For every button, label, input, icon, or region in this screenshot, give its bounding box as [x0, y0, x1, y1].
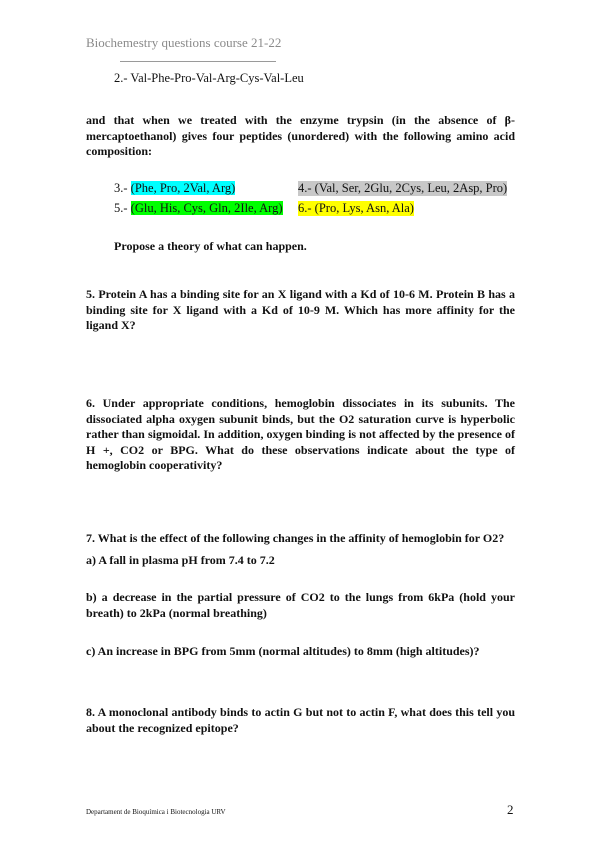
peptide-5-number: 5.-	[114, 201, 131, 215]
footer-department: Departament de Bioquímica i Biotecnologia URV	[86, 808, 226, 816]
question-7b: b) a decrease in the partial pressure of CO2 to the lungs from 6kPa (hold your breath) to 2kPa (normal breathing)	[86, 590, 515, 620]
question-7a: a) A fall in plasma pH from 7.4 to 7.2	[86, 553, 275, 567]
peptide-5	[114, 201, 283, 216]
question-7c: c) An increase in BPG from 5mm (normal altitudes) to 8mm (high altitudes)?	[86, 644, 480, 658]
page-number: 2	[507, 802, 514, 817]
header-divider	[120, 61, 276, 62]
question-7: 7. What is the effect of the following changes in the affinity of hemoglobin for O2?	[86, 531, 505, 545]
peptide-3	[114, 181, 235, 196]
peptide-3-number: 3.-	[114, 181, 131, 195]
propose-instruction: Propose a theory of what can happen.	[114, 239, 307, 253]
question-5: 5. Protein A has a binding site for an X ligand with a Kd of 10-6 M. Protein B has a binding site for X ligand with a Kd of 10-9 M. Which has more affinity for the ligand X?	[86, 287, 515, 333]
trypsin-paragraph: and that when we treated with the enzyme trypsin (in the absence of β-mercaptoethanol) gives four peptides (unordered) with the following amino acid composition:	[86, 113, 515, 159]
peptide-3-composition: (Phe, Pro, 2Val, Arg)	[130, 181, 236, 195]
peptide-sequence: 2.- Val-Phe-Pro-Val-Arg-Cys-Val-Leu	[114, 71, 304, 85]
peptide-6: 6.- (Pro, Lys, Asn, Ala)	[298, 201, 414, 215]
question-8: 8. A monoclonal antibody binds to actin G but not to actin F, what does this tell you about the recognized epitope?	[86, 705, 515, 735]
page-header: Biochemestry questions course 21-22	[86, 35, 282, 50]
peptide-4: 4.- (Val, Ser, 2Glu, 2Cys, Leu, 2Asp, Pro)	[298, 181, 508, 195]
peptide-5-composition: (Glu, His, Cys, Gln, 2Ile, Arg)	[130, 201, 283, 215]
question-6: 6. Under appropriate conditions, hemoglobin dissociates in its subunits. The dissociated alpha oxygen subunit binds, but the O2 saturation curve is hyperbolic rather than sigmoidal. In addition, oxygen binding is not affected by the presence of H +, CO2 or BPG. What do these observations indicate about the type of hemoglobin cooperativity?	[86, 396, 515, 473]
